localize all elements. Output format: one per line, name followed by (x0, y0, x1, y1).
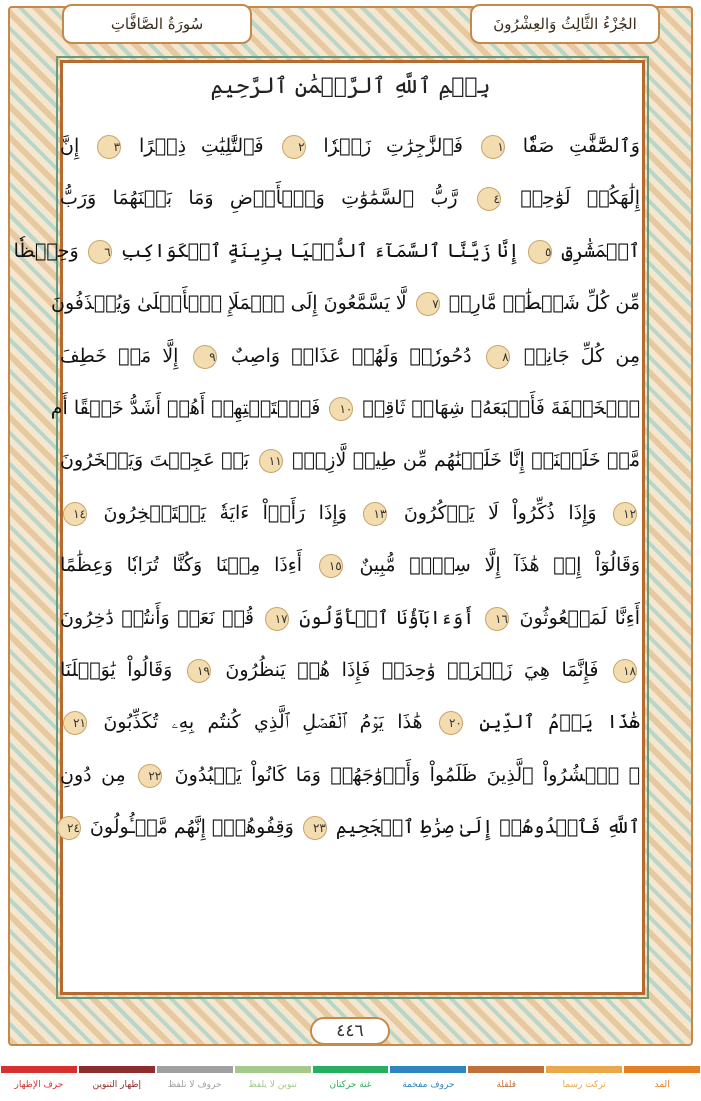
verse-text: ٱلۡخَطۡفَةَ فَأَتۡبَعَهُۥ شِهَابٞ ثَاقِبٞ (356, 396, 640, 419)
text-line (60, 696, 640, 748)
verse-text: مِّن كُلِّ شَيۡطَٰنٖ مَّارِدٖ (442, 292, 640, 315)
verse-text: إِلَّا مَنۡ خَطِفَ (60, 344, 190, 367)
legend-color-swatch (624, 1066, 700, 1073)
page-number: ٤٤٦ (310, 1017, 390, 1045)
ayah-number-marker: ١٣ (363, 502, 387, 526)
juz-name-header (470, 4, 660, 44)
tajweed-legend-labels (0, 1080, 701, 1090)
verse-text: مِن دُونِ (60, 763, 136, 786)
verse-text: فَٱلزَّٰجِرَٰتِ زَجۡرٗا (308, 135, 478, 157)
ayah-number-marker: ١٥ (319, 554, 343, 578)
legend-label: تركت رسما (562, 1080, 606, 1090)
surah-name: سُورَةُ الصَّافَّاتِ (110, 15, 204, 33)
surah-name-header (62, 4, 252, 44)
verse-text: إِنَّا زَيَّنَّا ٱلسَّمَآءَ ٱلدُّنۡيَا بِزِينَةٍ ٱلۡكَوَاكِبِ (114, 239, 526, 262)
ayah-number-marker: ٧ (416, 292, 440, 316)
ayah-number-marker: ٢٢ (138, 764, 162, 788)
text-line (60, 539, 640, 591)
verse-text: وَإِذَا رَأَوۡاْ ءَايَةٗ يَسۡتَسۡخِرُونَ (90, 501, 361, 524)
tajweed-legend-colors (0, 1066, 701, 1073)
legend-color-swatch (468, 1066, 544, 1073)
legend-label: تنوين لا يلفظ (248, 1080, 297, 1090)
legend-label: حروف مفخمة (402, 1080, 455, 1090)
ayah-number-marker: ١٦ (485, 607, 509, 631)
ayah-number-marker: ٦ (88, 240, 112, 264)
ayah-number-marker: ٢٤ (57, 816, 81, 840)
ayah-number-marker: ١١ (259, 449, 283, 473)
legend-label: المد (654, 1080, 670, 1090)
verse-text: فَٱسۡتَفۡتِهِمۡ أَهُمۡ أَشَدُّ خَلۡقًا أَم (50, 396, 327, 419)
juz-name: الجُزْءُ الثَّالِثُ وَالعِشْرُونَ (493, 15, 637, 33)
ayah-number-marker: ٢٠ (439, 711, 463, 735)
verse-text: إِلَٰهَكُمۡ لَوَٰحِدٞ (503, 187, 640, 210)
legend-color-swatch (157, 1066, 233, 1073)
verse-text: مَّنۡ خَلَقۡنَآۚ إِنَّا خَلَقۡنَٰهُم مِّن طِينٖ لَّازِبِۭ (285, 449, 641, 472)
quran-text (13, 120, 641, 853)
text-line (60, 487, 640, 539)
verse-text: ٱللَّهِ فَٱهۡدُوهُمۡ إِلَىٰ صِرَٰطِ ٱلۡجَحِيمِ (329, 816, 640, 839)
legend-label: حروف لا تلفظ (167, 1080, 222, 1090)
legend-label: حرف الإظهار (14, 1080, 64, 1090)
verse-text: هَٰذَا يَوۡمُ ٱلدِّينِ (465, 711, 640, 734)
ayah-number-marker: ٢٣ (303, 816, 327, 840)
verse-text: لَّا يَسَّمَّعُونَ إِلَى ٱلۡمَلَإِ ٱلۡأَعۡلَىٰ وَيُقۡذَفُونَ (51, 292, 413, 315)
verse-text: وَإِذَا ذُكِّرُواْ لَا يَذۡكُرُونَ (390, 501, 611, 524)
text-line (60, 330, 640, 382)
ayah-number-marker: ١٠ (329, 397, 353, 421)
text-line (51, 277, 640, 329)
legend-color-swatch (390, 1066, 466, 1073)
verse-text: رَّبُّ ٱلسَّمَٰوَٰتِ وَٱلۡأَرۡضِ وَمَا بَيۡنَهُمَا وَرَبُّ (60, 187, 474, 210)
verse-text: وَقَالُواْ يَٰوَيۡلَنَا (60, 658, 184, 681)
verse-text: إِنَّ (60, 135, 95, 157)
ayah-number-marker: ١٧ (265, 607, 289, 631)
text-line (60, 592, 640, 644)
verse-text: أَوَءَابَآؤُنَا ٱلۡأَوَّلُونَ (291, 606, 482, 629)
verse-text: بَلۡ عَجِبۡتَ وَيَسۡخَرُونَ (60, 449, 256, 472)
ayah-number-marker: ٢١ (63, 711, 87, 735)
verse-text: فَٱلتَّٰلِيَٰتِ ذِكۡرًا (124, 135, 279, 157)
verse-text: وَٱلصَّٰٓفَّٰتِ صَفّٗا (507, 135, 640, 157)
text-line (60, 644, 640, 696)
verse-text: وَقَالُوٓاْ إِنۡ هَٰذَآ إِلَّا سِحۡرٞ مُّبِينٌ (345, 554, 640, 577)
ayah-number-marker: ١٢ (613, 502, 637, 526)
ayah-number-marker: ٩ (193, 345, 217, 369)
ayah-number-marker: ١ (481, 135, 505, 159)
legend-label: إظهار التنوين (92, 1080, 142, 1090)
ayah-number-marker: ١٨ (613, 659, 637, 683)
legend-color-swatch (235, 1066, 311, 1073)
text-line (60, 749, 640, 801)
text-line (13, 225, 640, 277)
verse-text: وَحِفۡظٗا (13, 239, 85, 262)
text-line (60, 434, 640, 486)
legend-label: قلقلة (496, 1080, 517, 1090)
text-line (60, 172, 640, 224)
ayah-number-marker: ١٤ (63, 502, 87, 526)
legend-color-swatch (546, 1066, 622, 1073)
legend-color-swatch (313, 1066, 389, 1073)
verse-text: دُحُورٗاۖ وَلَهُمۡ عَذَابٞ وَاصِبٌ (219, 344, 483, 367)
ayah-number-marker: ١٩ (187, 659, 211, 683)
ayah-number-marker: ٣ (97, 135, 121, 159)
verse-text: ۞ ٱحۡشُرُواْ ٱلَّذِينَ ظَلَمُواْ وَأَزۡوَٰجَهُمۡ وَمَا كَانُواْ يَعۡبُدُونَ (165, 763, 640, 786)
ayah-number-marker: ٤ (477, 187, 501, 211)
verse-text: فَإِنَّمَا هِيَ زَجۡرَةٞ وَٰحِدَةٞ فَإِذَا هُمۡ يَنظُرُونَ (213, 658, 610, 681)
text-line (60, 120, 640, 172)
verse-text: قُلۡ نَعَمۡ وَأَنتُمۡ دَٰخِرُونَ (60, 606, 262, 629)
verse-text: أَءِنَّا لَمَبۡعُوثُونَ (511, 606, 641, 629)
text-line (50, 382, 640, 434)
ayah-number-marker: ٨ (486, 345, 510, 369)
ayah-number-marker: ٥ (528, 240, 552, 264)
text-line (60, 801, 640, 853)
verse-text: هَٰذَا يَوۡمُ ٱلۡفَصۡلِ ٱلَّذِي كُنتُم بِهِۦ تُكَذِّبُونَ (90, 711, 436, 734)
legend-color-swatch (79, 1066, 155, 1073)
verse-text: وَقِفُوهُمۡۖ إِنَّهُم مَّسۡـُٔولُونَ (83, 816, 300, 839)
verse-text: مِن كُلِّ جَانِبٖ (512, 344, 641, 367)
legend-label: غنة حركتان (329, 1080, 372, 1090)
legend-color-swatch (1, 1066, 77, 1073)
basmala: بِسۡمِ ٱللَّهِ ٱلرَّحۡمَٰنِ ٱلرَّحِيمِ (210, 74, 491, 99)
verse-text: أَءِذَا مِتۡنَا وَكُنَّا تُرَابٗا وَعِظَٰمًا (60, 554, 316, 577)
verse-text: ٱلۡمَشَٰرِقِ (555, 239, 640, 262)
ayah-number-marker: ٢ (282, 135, 306, 159)
